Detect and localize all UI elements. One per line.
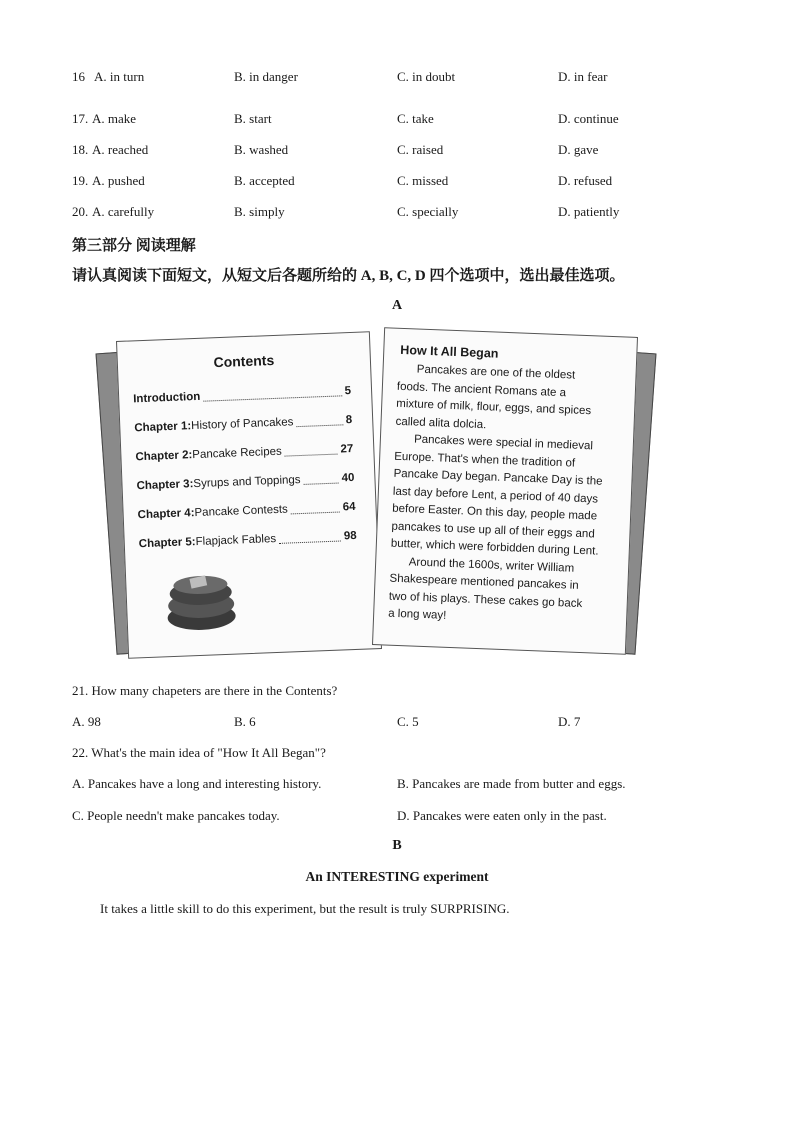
- section-instruction: 请认真阅读下面短文，从短文后各题所给的 A, B, C, D 四个选项中，选出最佳选项。: [72, 268, 625, 284]
- question-22-stem: 22. What's the main idea of "How It All Began"?: [72, 745, 326, 760]
- option-d: D. refused: [558, 173, 613, 188]
- option-c: C. 5: [397, 714, 419, 729]
- toc-page-number: 5: [344, 385, 352, 398]
- option-d: D. in fear: [558, 69, 608, 84]
- toc-page-number: 40: [341, 471, 355, 485]
- toc-leader-dots: [203, 385, 342, 401]
- question-22: [72, 745, 722, 765]
- question-21: [72, 683, 722, 703]
- toc-entry: [133, 385, 351, 405]
- section-title: 第三部分 阅读理解: [72, 238, 196, 254]
- pancake-stack-image: [162, 563, 241, 636]
- option-b: B. Pancakes are made from butter and eggs.: [397, 776, 626, 791]
- toc-page-number: 8: [345, 413, 353, 427]
- toc-entry: [135, 443, 353, 463]
- option-a: A. 98: [72, 714, 101, 729]
- story-text-line: before Easter. On this day, people made: [392, 502, 598, 523]
- book-illustration: [100, 322, 650, 667]
- story-text-line: a long way!: [387, 607, 447, 622]
- toc-label: Chapter 3:: [136, 478, 194, 493]
- toc-leader-dots: [296, 414, 343, 427]
- option-a: A. in turn: [94, 69, 145, 84]
- story-text-line: Pancakes are one of the oldest: [397, 362, 576, 382]
- toc-entry: [137, 501, 355, 521]
- story-text-line: foods. The ancient Romans ate a: [396, 380, 567, 399]
- option-d: D. Pancakes were eaten only in the past.: [397, 808, 607, 823]
- option-c: C. in doubt: [397, 69, 456, 84]
- toc-entry: [139, 530, 357, 550]
- toc-leader-dots: [285, 444, 338, 457]
- option-b: B. washed: [234, 142, 289, 157]
- cloze-question-row: [72, 173, 722, 193]
- toc-title: Pancake Recipes: [192, 445, 282, 462]
- toc-title: History of Pancakes: [190, 416, 294, 433]
- cloze-question-row: [72, 204, 722, 224]
- toc-entry: [134, 414, 352, 434]
- story-page: [372, 327, 638, 655]
- option-b: B. in danger: [234, 69, 298, 84]
- story-text-line: butter, which were forbidden during Lent.: [390, 537, 599, 558]
- option-d: D. patiently: [558, 204, 620, 219]
- toc-label: Chapter 1:: [134, 420, 192, 435]
- option-a: A. carefully: [92, 204, 155, 219]
- option-a: A. Pancakes have a long and interesting history.: [72, 776, 322, 791]
- question-21-options: [72, 714, 722, 734]
- toc-title: Flapjack Fables: [195, 532, 277, 549]
- toc-title: Syrups and Toppings: [193, 474, 301, 491]
- story-text-line: Around the 1600s, writer William: [389, 555, 575, 575]
- question-22-options-row2: [72, 808, 722, 828]
- toc-label: Chapter 5:: [138, 536, 196, 551]
- cloze-question-row: [72, 69, 722, 89]
- story-text-line: two of his plays. These cakes go back: [388, 590, 583, 610]
- contents-title: Contents: [213, 351, 275, 371]
- option-c: C. People needn't make pancakes today.: [72, 808, 280, 823]
- story-text-line: Europe. That's when the tradition of: [394, 450, 576, 470]
- passage-b-title: An INTERESTING experiment: [305, 869, 489, 884]
- option-a: A. reached: [92, 142, 149, 157]
- cloze-question-row: [72, 111, 722, 131]
- story-text-line: Pancake Day began. Pancake Day is the: [393, 467, 603, 488]
- question-number: 20.: [72, 204, 89, 219]
- story-text-line: mixture of milk, flour, eggs, and spices: [396, 397, 592, 418]
- question-21-stem: 21. How many chapeters are there in the Contents?: [72, 683, 338, 698]
- toc-page-number: 64: [342, 500, 356, 514]
- story-text-line: Pancakes were special in medieval: [394, 432, 594, 453]
- option-b: B. start: [234, 111, 272, 126]
- option-d: D. gave: [558, 142, 599, 157]
- option-c: C. raised: [397, 142, 444, 157]
- option-c: C. specially: [397, 204, 459, 219]
- passage-b-first-line: It takes a little skill to do this experiment, but the result is truly SURPRISING.: [100, 901, 510, 916]
- story-title: How It All Began: [400, 342, 499, 361]
- option-d: D. 7: [558, 714, 581, 729]
- toc-entry: [136, 472, 354, 492]
- option-c: C. take: [397, 111, 434, 126]
- question-22-options-row1: [72, 776, 722, 796]
- question-number: 19.: [72, 173, 89, 188]
- contents-page: [116, 331, 382, 659]
- story-text-line: pancakes to use up all of their eggs and: [391, 520, 595, 540]
- question-number: 17.: [72, 111, 89, 126]
- passage-a-letter: A: [391, 298, 403, 313]
- passage-b-letter: B: [392, 838, 402, 853]
- option-a: A. pushed: [92, 173, 145, 188]
- option-d: D. continue: [558, 111, 619, 126]
- option-b: B. simply: [234, 204, 285, 219]
- toc-leader-dots: [291, 502, 340, 515]
- story-text-line: last day before Lent, a period of 40 days: [392, 485, 599, 506]
- option-a: A. make: [92, 111, 137, 126]
- story-text-line: called alita dolcia.: [395, 415, 487, 431]
- option-b: B. accepted: [234, 173, 295, 188]
- toc-leader-dots: [279, 531, 341, 544]
- question-number: 16: [72, 69, 85, 84]
- toc-page-number: 27: [340, 442, 354, 456]
- toc-page-number: 98: [343, 529, 357, 543]
- toc-leader-dots: [303, 473, 339, 485]
- question-number: 18.: [72, 142, 89, 157]
- toc-label: Chapter 4:: [137, 507, 195, 522]
- toc-title: Pancake Contests: [194, 503, 289, 520]
- option-c: C. missed: [397, 173, 449, 188]
- option-b: B. 6: [234, 714, 256, 729]
- toc-label: Introduction: [133, 390, 201, 406]
- toc-label: Chapter 2:: [135, 449, 193, 464]
- cloze-question-row: [72, 142, 722, 162]
- story-text-line: Shakespeare mentioned pancakes in: [389, 572, 579, 592]
